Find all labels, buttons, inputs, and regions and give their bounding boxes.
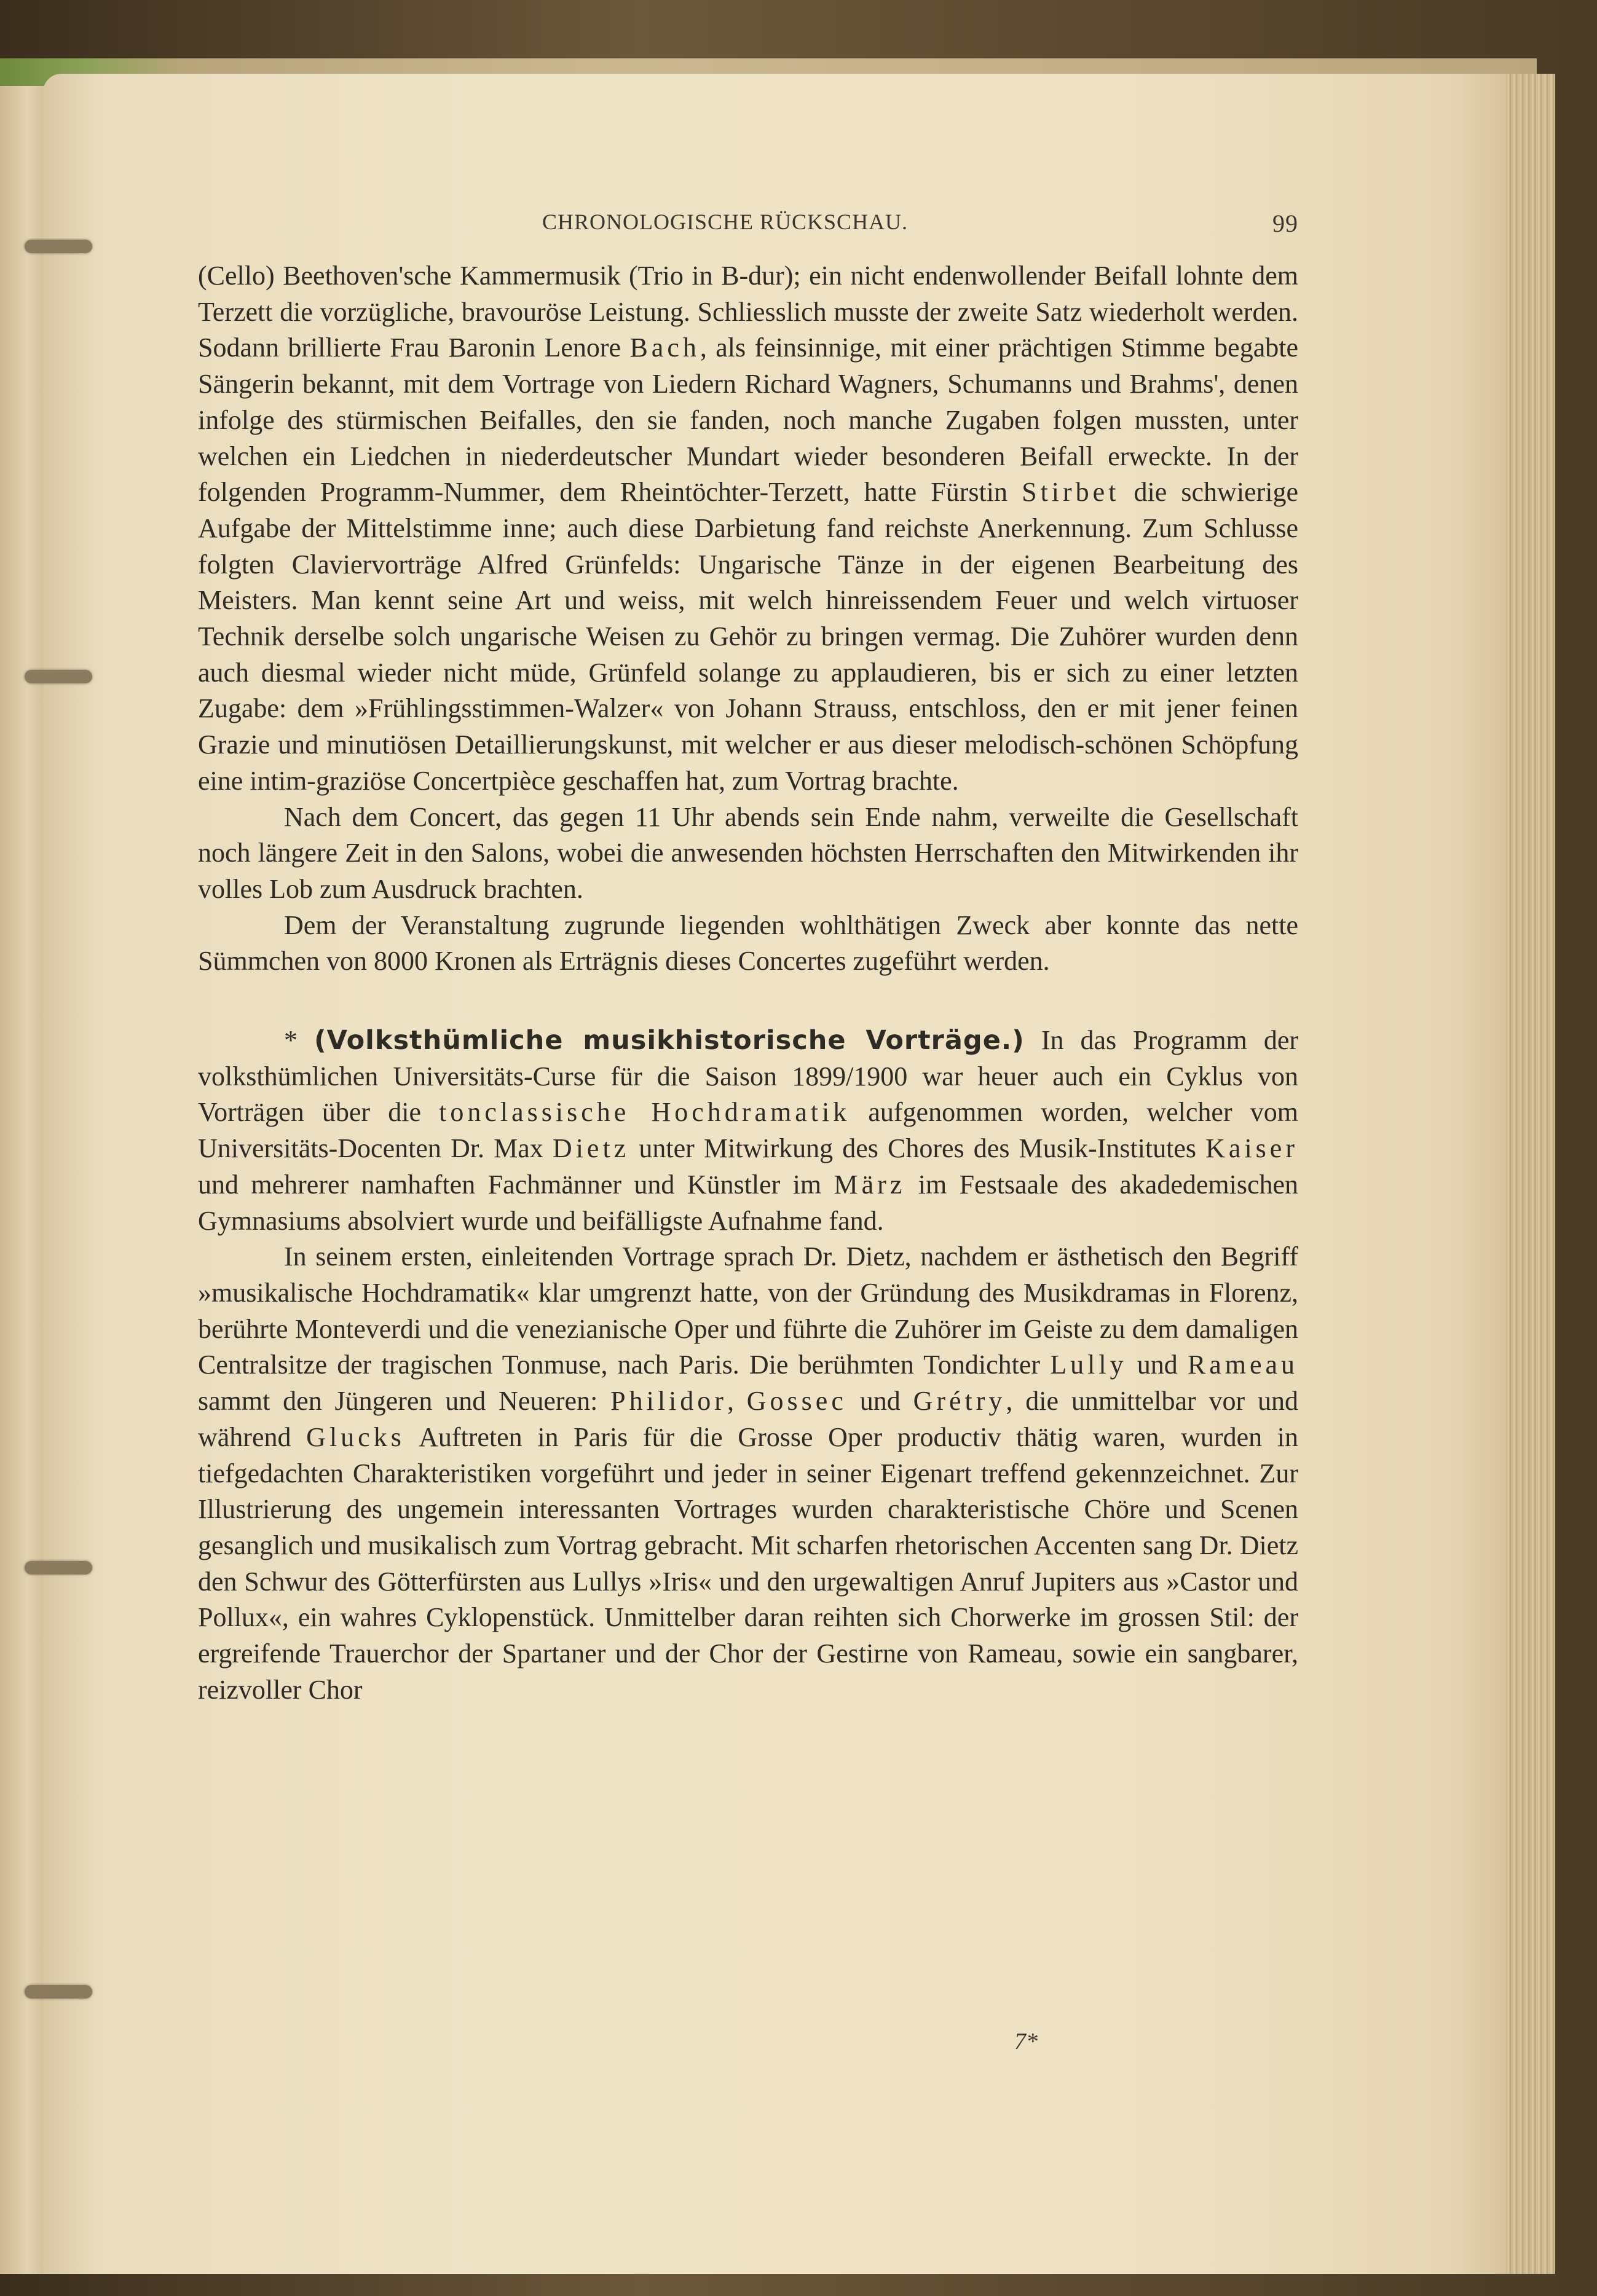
signature-mark: 7* — [1014, 2029, 1038, 2054]
text-run: (Cello) Beethoven'sche Kammermusik (Trio in B-dur); ein nicht endenwollender Beifall lohnte dem Terzett die vorzügliche, bravouröse Leistung. Schliesslich musste der zweite Satz wiederholt werden. Sodann brillierte Frau Baronin Lenore — [198, 261, 1298, 363]
text-run: unter Mitwirkung des Chores des Musik-Institutes — [629, 1133, 1206, 1164]
running-head — [198, 203, 1298, 258]
paragraph — [198, 800, 1298, 908]
emphasized-name: März — [834, 1169, 906, 1200]
text-run: , als feinsinnige, mit einer prächtigen Stimme begabte Sängerin bekannt, mit dem Vortrage von Liedern Richard Wagners, Schumanns und Brahms', denen infolge des stürmischen Beifalles, den sie fanden, noch manche Zugaben folgen mussten, unter welchen ein Liedchen in niederdeutscher Mundart wieder besonderen Beifall erweckte. In der folgenden Programm-Nummer, dem Rheintöchter-Terzett, hatte Fürstin — [198, 332, 1298, 508]
text-run: Dem der Veranstaltung zugrunde liegenden wohlthätigen Zweck aber konnte das nette Sümmchen von 8000 Kronen als Erträgnis dieses Concertes zugeführt werden. — [198, 910, 1298, 977]
section-concert-report — [198, 258, 1298, 980]
text-run: In seinem ersten, einleitenden Vortrage sprach Dr. Dietz, nachdem er ästhetisch den Begriff »musikalische Hochdramatik« klar umgrenzt hatte, von der Gründung des Musikdramas in Florenz, berührte Monteverdi und die venezianische Oper und führte die Zuhörer im Geiste zu dem damaligen Centralsitze der tragischen Tonmuse, nach Paris. Die berühmten Tondichter — [198, 1241, 1298, 1380]
binding-thread — [25, 240, 92, 253]
text-run: In das Programm der volksthümlichen Universitäts-Curse für die Saison 1899/1900 war heuer auch ein Cyklus von Vorträgen über die — [198, 1025, 1298, 1128]
section-gap — [198, 980, 1298, 1023]
paragraph — [198, 908, 1298, 980]
emphasized-name: Stirbet — [1022, 477, 1120, 508]
page-number: 99 — [1272, 210, 1298, 237]
text-run: Nach dem Concert, das gegen 11 Uhr abends sein Ende nahm, verweilte die Gesellschaft noch längere Zeit in den Salons, wobei die anwesenden höchsten Herrschaften den Mitwirkenden ihr volles Lob zum Ausdruck brachten. — [198, 801, 1298, 904]
text-run: die schwierige Aufgabe der Mittelstimme inne; auch diese Darbietung fand reichste Anerkennung. Zum Schlusse folgten Claviervorträge Alfred Grünfelds: Ungarische Tänze in der eigenen Bearbeitung des Meisters. Man kennt seine Art und weiss, mit welch hinreissendem Feuer und welch virtuoser Technik derselbe solch ungarische Weisen zu Gehör zu bringen vermag. Die Zuhörer wurden denn auch diesmal wieder nicht müde, Grünfeld solange zu applaudieren, bis er sich zu einer letzten Zugabe: dem »Frühlingsstimmen-Walzer« von Johann Strauss, entschloss, den er mit jener feinen Grazie und minutiösen Detaillierungskunst, mit welcher er aus dieser melodisch-schönen Schöpfung eine intim-graziöse Concertpièce geschaffen hat, zum Vortrag brachte. — [198, 477, 1298, 796]
text-run: und mehrerer namhaften Fachmänner und Künstler im — [198, 1169, 834, 1200]
binding-thread — [25, 1561, 92, 1575]
emphasized-name: Lully — [1050, 1350, 1127, 1380]
emphasized-name: Rameau — [1187, 1350, 1299, 1380]
binding-thread — [25, 670, 92, 683]
paragraph — [198, 1023, 1298, 1239]
text-run: aufgenommen worden, welcher vom Universitäts-Docenten Dr. Max — [198, 1097, 1298, 1164]
emphasized-name: Grétry — [913, 1386, 1006, 1417]
text-run: sammt den Jüngeren und Neueren: — [198, 1386, 611, 1417]
text-run: , die unmittelbar vor und während — [198, 1386, 1299, 1452]
text-run: Auftreten in Paris für die Grosse Oper productiv thätig waren, wurden in tiefgedachten Charakteristiken vorgeführt und jeder in seiner Eigenart treffend gekennzeichnet. Zur Illustrierung des ungemein interessanten Vortrages wurden charakteristische Chöre und Scenen gesanglich und musikalisch zum Vortrag gebracht. Mit scharfen rhetorischen Accenten sang Dr. Dietz den Schwur des Götterfürsten aus Lullys »Iris« und den urgewaltigen Anruf Jupiters aus »Castor und Pollux«, ein wahres Cyklopenstück. Unmittelber daran reihten sich Chorwerke im grossen Stil: der ergreifende Trauerchor der Spartaner und der Chor der Gestirne von Rameau, sowie ein sangbarer, reizvoller Chor — [198, 1421, 1298, 1705]
text-run: und — [1127, 1350, 1188, 1380]
emphasized-name: Kaiser — [1205, 1133, 1298, 1164]
section-asterisk: * — [284, 1025, 314, 1056]
emphasized-name: Gossec — [746, 1386, 847, 1417]
emphasized-name: Philidor — [610, 1386, 727, 1417]
page-content — [198, 203, 1298, 1708]
text-run: , — [727, 1386, 747, 1417]
section-heading: (Volksthümliche musikhistorische Vorträge.) — [313, 1025, 1025, 1056]
emphasized-name: Bach — [629, 332, 700, 363]
text-run: und — [846, 1386, 913, 1417]
section-lectures — [198, 1023, 1298, 1708]
emphasized-name: Dietz — [552, 1133, 630, 1164]
emphasized-name: tonclassische Hochdramatik — [439, 1097, 851, 1128]
binding-thread — [25, 1985, 92, 1999]
running-head-title: CHRONOLOGISCHE RÜCKSCHAU. — [542, 210, 909, 234]
text-run: im Festsaale des akadedemischen Gymnasiums absolviert wurde und beifälligste Aufnahme fand. — [198, 1169, 1299, 1236]
emphasized-name: Glucks — [306, 1421, 405, 1452]
paragraph — [198, 258, 1298, 800]
paragraph — [198, 1239, 1298, 1708]
